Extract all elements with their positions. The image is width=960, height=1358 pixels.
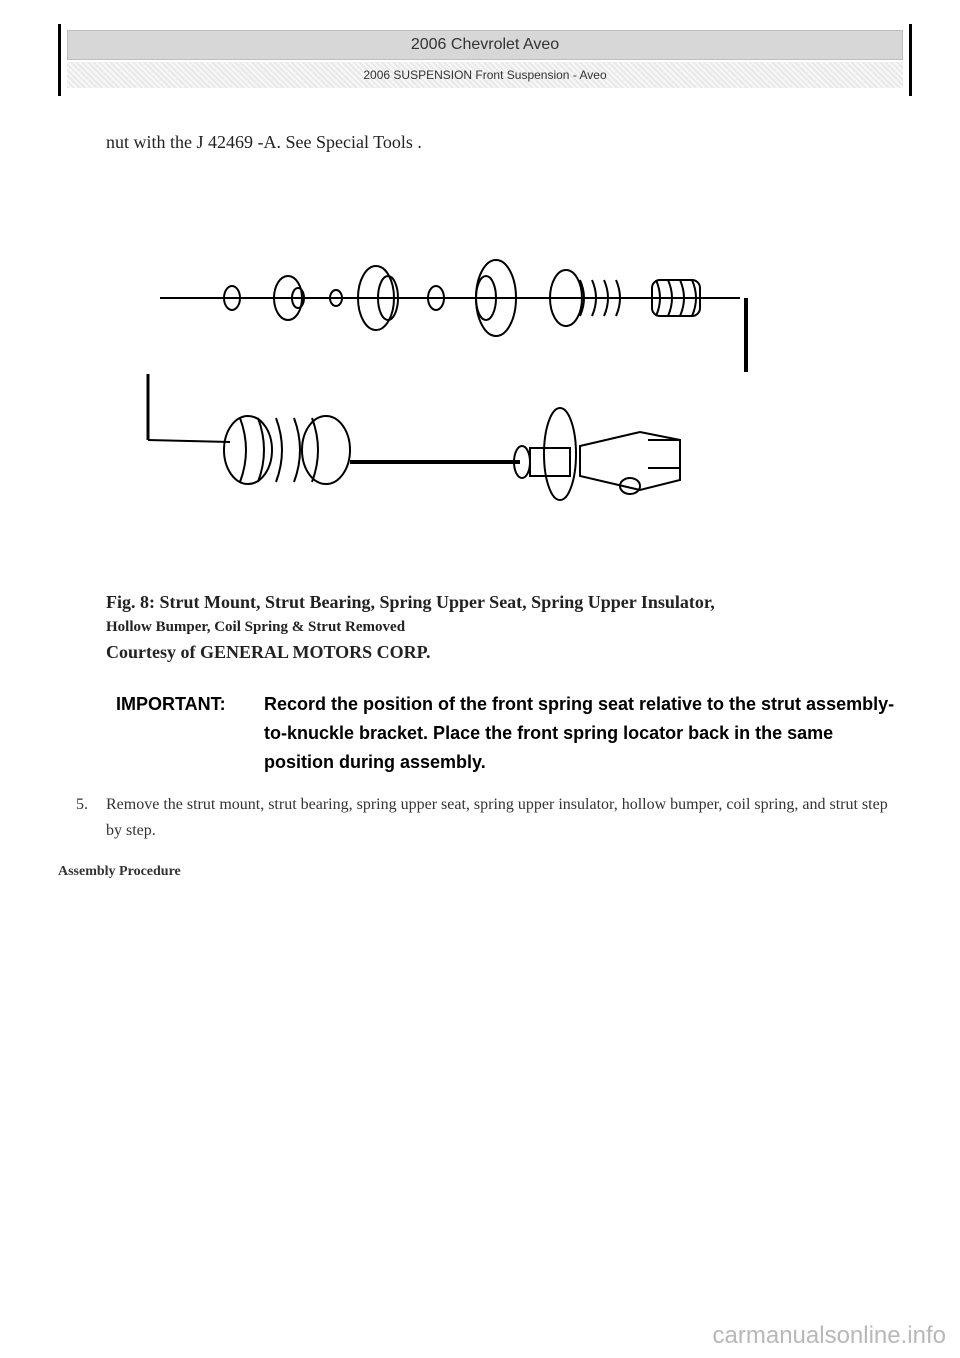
important-text: Record the position of the front spring seat relative to the strut assembly-to-knuckle bracket. Place the front spring locator back in the same position during assembly.	[264, 694, 895, 772]
footer-watermark: carmanualsonline.info	[712, 1322, 946, 1349]
important-label: IMPORTANT:	[116, 694, 226, 714]
page-header	[58, 24, 912, 96]
step-text: Remove the strut mount, strut bearing, spring upper seat, spring upper insulator, hollow bumper, coil spring, and strut step by step.	[106, 796, 888, 839]
continued-text: nut with the J 42469 -A. See Special Tools .	[106, 132, 422, 152]
section-heading: Assembly Procedure	[58, 864, 181, 879]
caption-line-1: Fig. 8: Strut Mount, Strut Bearing, Spring Upper Seat, Spring Upper Insulator,	[106, 592, 715, 612]
strut-illustration	[140, 250, 760, 510]
caption-line-2: Hollow Bumper, Coil Spring & Strut Removed	[106, 619, 406, 635]
figure-caption	[106, 590, 906, 665]
caption-courtesy: Courtesy of GENERAL MOTORS CORP.	[106, 642, 431, 662]
exploded-strut-diagram	[140, 250, 760, 510]
procedure-step	[76, 792, 906, 844]
strut-body-part	[530, 448, 570, 476]
header-subtitle: 2006 SUSPENSION Front Suspension - Aveo	[67, 62, 903, 88]
important-note	[116, 690, 896, 777]
coil-spring-part	[224, 416, 350, 484]
header-title: 2006 Chevrolet Aveo	[67, 30, 903, 60]
step-number: 5.	[76, 796, 88, 813]
spring-seat-plate	[544, 408, 576, 500]
lower-leader-line	[148, 440, 230, 442]
